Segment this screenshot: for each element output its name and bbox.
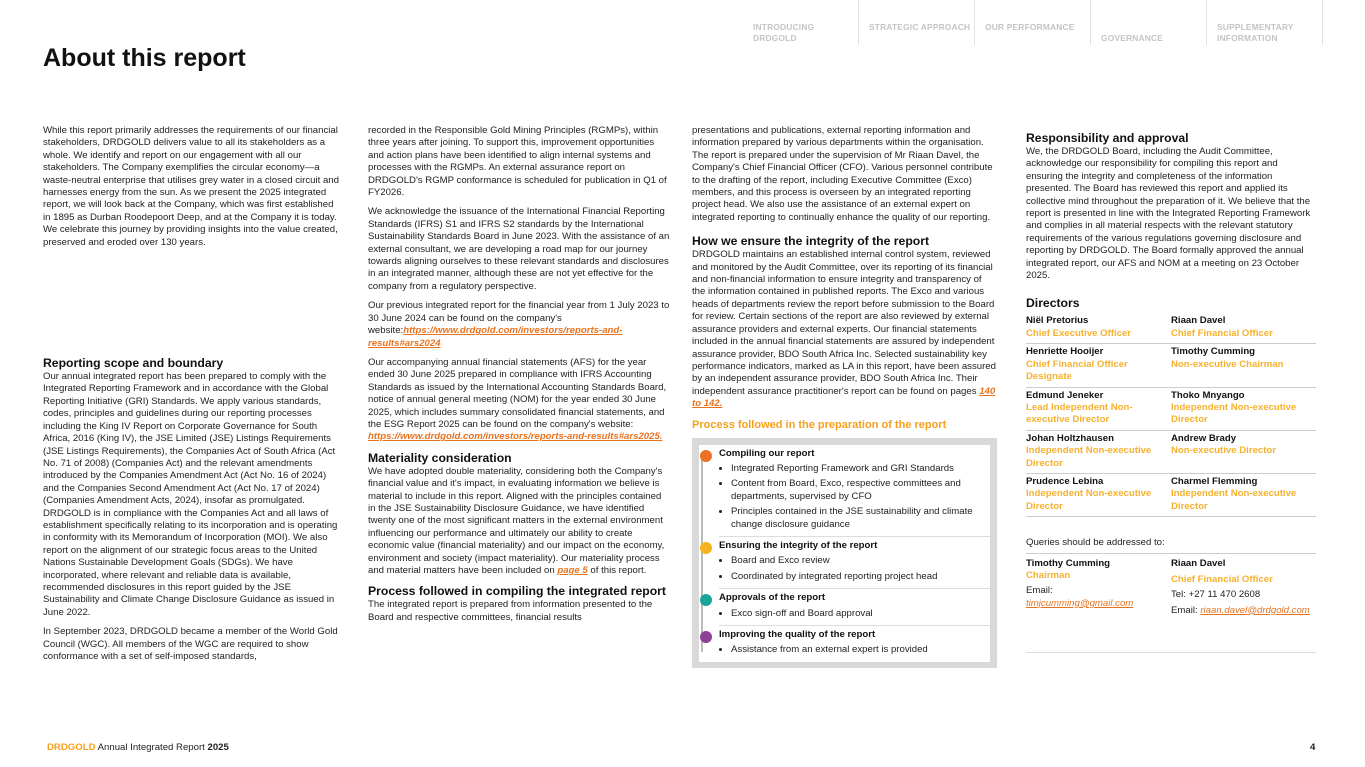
- director-name: Thoko Mnyango: [1171, 389, 1245, 401]
- process-diagram: [692, 438, 997, 668]
- director: [1026, 473, 1171, 516]
- text: Our accompanying annual financial statements (AFS) for the year ended 30 June 2025 prepared in compliance with IFRS Accounting Standards as issued by the International Accounting Standards Board, notice of annual general meeting (NOM) for the year ended 30 June 2025, which includes summary consolidated financial statements, and the ESG Report 2025 can be found on the company's website:: [368, 356, 667, 430]
- nav-supplementary-information[interactable]: SUPPLEMENTARY INFORMATION: [1207, 0, 1323, 45]
- process-diagram-title: Process followed in the preparation of the report: [692, 418, 947, 431]
- director-role: Independent Non-executive Director: [1026, 488, 1152, 512]
- stage-items: [719, 463, 986, 531]
- directors-row: [1026, 473, 1316, 516]
- previous-report-paragraph: [368, 300, 670, 350]
- director: [1171, 430, 1316, 473]
- director: [1026, 387, 1171, 430]
- contact-name: Timothy Cumming: [1026, 557, 1111, 569]
- director-role: Non-executive Director: [1171, 445, 1277, 457]
- directors-table: [1026, 313, 1316, 517]
- materiality-paragraph: [368, 466, 670, 578]
- contact-phone: Tel: +27 11 470 2608: [1171, 589, 1261, 601]
- director: [1026, 344, 1171, 387]
- nav-our-performance[interactable]: OUR PERFORMANCE: [975, 0, 1091, 45]
- director: [1171, 313, 1316, 343]
- stage-item: • Principles contained in the JSE sustainability and climate change disclosure guidance: [731, 506, 986, 531]
- process-stage: [719, 537, 990, 589]
- page-title: About this report: [43, 44, 246, 72]
- column-4: [1026, 131, 1316, 653]
- stage-items: [719, 555, 986, 583]
- process-paragraph: The integrated report is prepared from information presented to the Board and respective committees, financial results: [368, 599, 653, 623]
- director: [1171, 344, 1316, 387]
- footer-year: 2025: [207, 742, 229, 753]
- footer-text: Annual Integrated Report: [95, 742, 208, 753]
- ars2024-link[interactable]: https://www.drdgold.com/investors/reports-and-results#ars2024: [368, 325, 623, 349]
- director-role: Non-executive Chairman: [1171, 358, 1284, 370]
- nav-introducing-drdgold[interactable]: INTRODUCING DRDGOLD: [743, 0, 859, 45]
- stage-title: Ensuring the integrity of the report: [719, 539, 878, 551]
- stage-item: • Integrated Reporting Framework and GRI Standards: [731, 463, 986, 475]
- process-stage: [719, 589, 990, 626]
- director-role: Independent Non-executive Director: [1171, 488, 1297, 512]
- stage-dot-icon: [700, 594, 712, 606]
- director-name: Charmel Flemming: [1171, 475, 1258, 487]
- stage-item: • Content from Board, Exco, respective committees and departments, supervised by CFO: [731, 478, 986, 503]
- director-name: Edmund Jeneker: [1026, 389, 1104, 401]
- directors-row: [1026, 387, 1316, 430]
- responsibility-paragraph: We, the DRDGOLD Board, including the Audit Committee, acknowledge our responsibility for compiling this report and ensuring the integrity and completeness of the information presented. The Board has reviewed this report and applied its collective mind throughout the preparation of it. We believe that the report is presented in line with the Integrated Reporting Framework and complies in all material respects with the relevant statutory requirements of the various regulations governing disclosure and reporting by DRDGOLD. The Board formally approved the annual integrated report, our AFS and NOM at a meeting on 23 October 2025.: [1026, 146, 1311, 282]
- contact-role: Chairman: [1026, 569, 1071, 581]
- director-name: Andrew Brady: [1171, 432, 1237, 444]
- cfo-email-link[interactable]: riaan.davel@drdgold.com: [1200, 604, 1310, 616]
- chairman-email-link[interactable]: timjcumming@gmail.com: [1026, 597, 1134, 609]
- stage-item: • Assistance from an external expert is provided: [731, 644, 986, 656]
- pages-140-142-link[interactable]: 140 to 142.: [692, 385, 996, 410]
- director-name: Prudence Lebina: [1026, 475, 1104, 487]
- nav-strategic-approach[interactable]: STRATEGIC APPROACH: [859, 0, 975, 45]
- director-role: Independent Non-executive Director: [1026, 445, 1152, 469]
- stage-item: • Exco sign-off and Board approval: [731, 608, 986, 620]
- preparation-paragraph: presentations and publications, external reporting information and information prepared by various departments within the organisation. The report is prepared under the supervision of Mr Riaan Davel, the Company's Chief Financial Officer (CFO). Various personnel contribute to the drafting of the report, including Executive Committee (Exco) members, and this process is overseen by an integrated reporting project head. We also use the assistance of an external expert on integrated reporting to continually enhance the quality of our reporting.: [692, 125, 993, 223]
- responsibility-heading: Responsibility and approval: [1026, 131, 1189, 145]
- stage-dot-icon: [700, 450, 712, 462]
- text: We have adopted double materiality, considering both the Company's financial value and it's impact, in evaluating information we believe is material to include in this report. Aligned with the principles contained in the JSE Sustainability Disclosure Guidance, we have identified twenty one of the most significant matters in the external environment influencing our performance and ultimately our ability to create economic value (financial materiality) and our impact on the economy, environment and society (impact materiality). Our materiality process and material matters have been included on: [368, 465, 665, 576]
- director-name: Johan Holtzhausen: [1026, 432, 1114, 444]
- director-name: Riaan Davel: [1171, 315, 1226, 327]
- director-role: Independent Non-executive Director: [1171, 401, 1297, 426]
- director-role: Lead Independent Non-executive Director: [1026, 401, 1133, 426]
- ars2025-link[interactable]: https://www.drdgold.com/investors/reports-and-results#ars2025.: [368, 431, 663, 443]
- director-name: Henriette Hooijer: [1026, 346, 1104, 358]
- director-name: Timothy Cumming: [1171, 346, 1256, 358]
- materiality-heading: Materiality consideration: [368, 450, 512, 465]
- intro-paragraph: While this report primarily addresses the requirements of our financial stakeholders, DRDGOLD delivers value to all its stakeholders as a whole. We identify and report on our engagement with all our stakeholders. The Company exemplifies the circular economy—a waste-neutral enterprise that utilises grey water in a closed circuit and harnesses energy from the sun. As we present the 2025 integrated report, we will look back at the Company, which was first established in 1895 as Durban Roodepoort Deep, and at the Company it is today. We celebrate this journey by providing insights into the value created, preserved and eroded over 130 years.: [43, 125, 339, 248]
- nav-governance[interactable]: GOVERNANCE: [1091, 0, 1207, 45]
- column-3: [692, 125, 997, 668]
- page-number: 4: [1310, 742, 1316, 753]
- director-role: Chief Financial Officer: [1171, 327, 1273, 339]
- contact-role: Chief Financial Officer: [1171, 573, 1273, 585]
- footer: [47, 742, 229, 753]
- afs-paragraph: [368, 357, 670, 444]
- director: [1171, 387, 1316, 430]
- wgc-paragraph: In September 2023, DRDGOLD became a member of the World Gold Council (WGC). All members of the WGC are required to show conformance with a set of self-imposed standards,: [43, 626, 338, 662]
- ifrs-paragraph: We acknowledge the issuance of the International Financial Reporting Standards (IFRS) S1 and IFRS S2 standards by the International Sustainability Standards Board in June 2023. With the assistance of an external consultant, we are developing a road map for our journey towards aligning ourselves to these relevant standards and disclosures in an integrated manner, although these are not yet effective for the company from a regulatory perspective.: [368, 206, 670, 292]
- stage-dot-icon: [700, 542, 712, 554]
- section-nav: [743, 0, 1323, 45]
- text: of this report.: [587, 565, 647, 576]
- column-1: [43, 125, 343, 670]
- divider: [1026, 652, 1316, 653]
- director: [1026, 430, 1171, 473]
- scope-heading: Reporting scope and boundary: [43, 356, 224, 371]
- contact-chairman: [1026, 556, 1171, 621]
- footer-brand: DRDGOLD: [47, 742, 96, 753]
- stage-item: • Coordinated by integrated reporting project head: [731, 571, 986, 583]
- contact-cfo: [1171, 556, 1316, 621]
- text: DRDGOLD maintains an established internal control system, reviewed and monitored by the Audit Committee, over its reporting of its financial and non-financial information to ensure integrity and transparency of the information contained in published reports. The Exco and various heads of departments review the report before submission to the Board for review. Certain sections of the report are also reviewed by external assurance providers and external experts. Our financial statements included in the annual financial statements are assured by independent assurance provider, BDO South Africa Inc. Selected sustainability key performance indicators, marked as LA in this report, have been assured by an independent assurance provider, BDO South Africa Inc. Their independent assurance practitioner's report can be found on pages: [692, 249, 996, 397]
- email-label: Email:: [1171, 604, 1201, 616]
- stage-dot-icon: [700, 631, 712, 643]
- directors-heading: Directors: [1026, 296, 1080, 311]
- director-role: Chief Executive Officer: [1026, 327, 1132, 339]
- contacts-table: [1026, 556, 1316, 621]
- directors-row: [1026, 313, 1316, 343]
- stage-title: Approvals of the report: [719, 592, 826, 604]
- directors-row: [1026, 344, 1316, 387]
- process-stage: [719, 626, 990, 662]
- integrity-paragraph: [692, 249, 997, 410]
- process-heading: Process followed in compiling the integrated report: [368, 584, 666, 599]
- director: [1026, 313, 1171, 343]
- stage-items: [719, 644, 986, 656]
- stage-title: Improving the quality of the report: [719, 629, 876, 640]
- rgmp-paragraph: recorded in the Responsible Gold Mining Principles (RGMPs), within three years after joining. To support this, improvement opportunities and action plans have been identified to align internal systems and processes with the RGMPs. An external assurance report on DRDGOLD's RGMP conformance is scheduled for publication in Q1 of FY2026.: [368, 125, 667, 199]
- page-5-link[interactable]: page 5: [557, 565, 588, 576]
- process-stage: [719, 445, 990, 537]
- stage-item: • Board and Exco review: [731, 555, 986, 567]
- email-label: Email:: [1026, 585, 1053, 597]
- directors-row: [1026, 430, 1316, 473]
- director: [1171, 473, 1316, 516]
- director-role: Chief Financial Officer Designate: [1026, 358, 1128, 383]
- queries-label: Queries should be addressed to:: [1026, 537, 1316, 553]
- column-2: [368, 125, 670, 631]
- integrity-heading: How we ensure the integrity of the report: [692, 234, 930, 249]
- scope-paragraph: Our annual integrated report has been prepared to comply with the Integrated Reporting Framework and in accordance with the Global Reporting Initiative (GRI) Standards. We apply various standards, codes, principles and guidelines during our reporting processes including the King IV Report on Corporate Governance for South Africa, 2016 (King IV), the JSE Limited (JSE) Listings Requirements (JSE Listings Requirements), the Companies Act of South Africa (Act No. 71 of 2008) (Companies Act) and the relevant amendments introduced by the Companies Amendment Act (Act No. 16 of 2024) and the Companies Second Amendment Act (Act No. 17 of 2024) (Companies Amendment Acts, 2024), insofar as promulgated. DRDGOLD is in compliance with the Companies Act and all laws of establishment specifically relating to its incorporation and is operating in conformity with its Memorandum of Incorporation (MOI). We also report on the alignment of our strategic focus areas to the United Nations Sustainable Development Goals (SDGs). We have incorporated, where relevant and reliable data is available, recommended disclosures in this report guided by the JSE Sustainability and Climate Change Disclosure Guidance as issued in June 2022.: [43, 371, 338, 618]
- contact-name: Riaan Davel: [1171, 557, 1226, 569]
- director-name: Niël Pretorius: [1026, 315, 1089, 327]
- stage-title: Compiling our report: [719, 447, 815, 459]
- text: Our previous integrated report for the financial year from 1 July 2023 to 30 June 2024 can be found on the company's website:: [368, 300, 670, 337]
- stage-items: [719, 608, 986, 620]
